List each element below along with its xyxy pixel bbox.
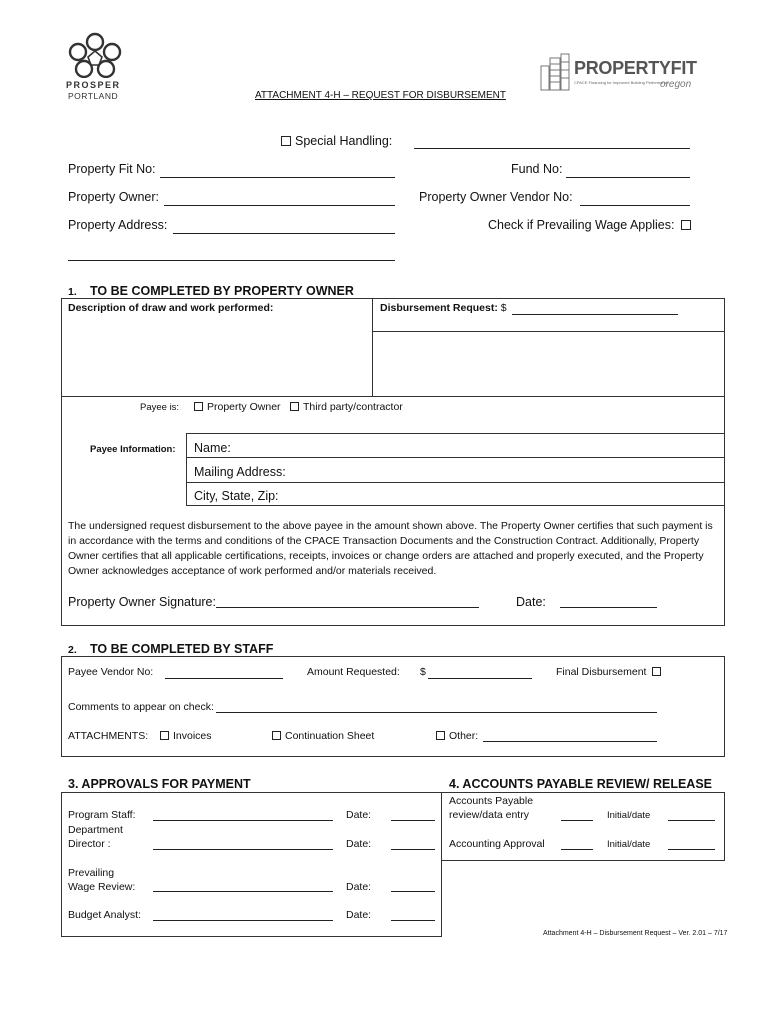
other-label: Other:: [449, 730, 479, 742]
special-handling-checkbox[interactable]: [281, 136, 291, 146]
certification-line-2: in accordance with the terms and conditions of the CPACE Transaction Documents and the Construction Contract. Additionally, Property: [68, 535, 700, 547]
other-line[interactable]: [483, 741, 657, 742]
propertyfit-wordmark: PROPERTYFIT: [574, 58, 697, 78]
disbursement-dollar: $: [500, 302, 507, 314]
special-handling-line[interactable]: [414, 148, 690, 149]
disbursement-request-label: Disbursement Request:: [380, 302, 498, 314]
program-staff-label: Program Staff:: [68, 809, 136, 821]
invoices-option[interactable]: [160, 730, 212, 742]
owner-vendor-no-line[interactable]: [580, 205, 690, 206]
property-fit-no-label: Property Fit No:: [68, 162, 156, 176]
budget-analyst-date-label: Date:: [346, 909, 372, 921]
budget-analyst-line[interactable]: [153, 920, 333, 921]
payee-info-row1: [186, 457, 725, 458]
certification-line-4: Owner acknowledges acceptance of work performed and/or materials received.: [68, 565, 437, 577]
disbursement-amount-line[interactable]: [512, 314, 678, 315]
accounts-payable-label: Accounts Payable: [449, 795, 534, 807]
payee-name-field[interactable]: Name:: [194, 441, 231, 455]
wage-review-label: Wage Review:: [68, 881, 136, 893]
continuation-checkbox[interactable]: [272, 731, 281, 740]
payee-information-label: Payee Information:: [90, 444, 176, 455]
prevailing-wage-checkbox[interactable]: [681, 220, 691, 230]
footer-version: Attachment 4-H – Disbursement Request – Ver. 2.01 – 7/17: [543, 930, 728, 937]
other-checkbox[interactable]: [436, 731, 445, 740]
portland-logo-text: PORTLAND: [68, 91, 119, 101]
amount-requested-line[interactable]: [428, 678, 532, 679]
final-disbursement-field: [556, 666, 665, 678]
prevailing-wage-field: [488, 218, 695, 232]
payee-third-label: Third party/contractor: [303, 401, 403, 413]
budget-analyst-date-line[interactable]: [391, 920, 435, 921]
program-staff-line[interactable]: [153, 820, 333, 821]
owner-vendor-no-label: Property Owner Vendor No:: [419, 190, 573, 204]
fund-no-line[interactable]: [566, 177, 690, 178]
fund-no-label: Fund No:: [511, 162, 563, 176]
approval-initial-date-line[interactable]: [668, 849, 715, 850]
payee-info-row2: [186, 482, 725, 483]
payee-owner-label: Property Owner: [207, 401, 281, 413]
owner-signature-line[interactable]: [216, 607, 479, 608]
section2-heading: [68, 642, 273, 656]
page-title: ATTACHMENT 4-H – REQUEST FOR DISBURSEMENT: [255, 90, 506, 101]
invoices-label: Invoices: [173, 730, 212, 742]
comments-line[interactable]: [216, 712, 657, 713]
attachments-label: ATTACHMENTS:: [68, 730, 149, 742]
owner-date-line[interactable]: [560, 607, 657, 608]
propertyfit-oregon: oregon: [660, 79, 692, 90]
wage-review-date-label: Date:: [346, 881, 372, 893]
payee-mailing-field[interactable]: Mailing Address:: [194, 465, 286, 479]
prosper-portland-logo: [64, 32, 126, 104]
property-address-line[interactable]: [173, 233, 395, 234]
continuation-option[interactable]: [272, 730, 374, 742]
other-option[interactable]: [436, 730, 478, 742]
propertyfit-tagline: CPACE Financing for Improved Building Performance: [574, 80, 669, 85]
section3-heading: 3. APPROVALS FOR PAYMENT: [68, 777, 251, 791]
approval-initial-date-label: Initial/date: [607, 839, 651, 850]
building-icon: [538, 52, 574, 92]
invoices-checkbox[interactable]: [160, 731, 169, 740]
payee-owner-option[interactable]: [194, 401, 281, 413]
prosper-logo-text: PROSPER: [66, 80, 121, 90]
property-fit-no-line[interactable]: [160, 177, 395, 178]
final-disbursement-checkbox[interactable]: [652, 667, 661, 676]
review-initial-date-label: Initial/date: [607, 810, 651, 821]
payee-is-label: Payee is:: [140, 402, 180, 413]
director-label: Director :: [68, 838, 111, 850]
wage-review-date-line[interactable]: [391, 891, 435, 892]
continuation-label: Continuation Sheet: [285, 730, 375, 742]
wage-review-line[interactable]: [153, 891, 333, 892]
payee-owner-checkbox[interactable]: [194, 402, 203, 411]
section2-number: 2.: [68, 644, 77, 656]
certification-line-3: Owner certifies that all applicable certifications, receipts, invoices or change orders are attached and properly executed, and the Property: [68, 550, 704, 562]
department-label: Department: [68, 824, 123, 836]
payee-city-field[interactable]: City, State, Zip:: [194, 489, 279, 503]
review-entry-line[interactable]: [561, 820, 593, 821]
description-area[interactable]: [64, 318, 369, 394]
property-address-line-2[interactable]: [68, 260, 395, 261]
review-entry-label: review/data entry: [449, 809, 529, 821]
amount-dollar: $: [420, 666, 426, 678]
owner-date-label: Date:: [516, 595, 546, 609]
program-staff-date-line[interactable]: [391, 820, 435, 821]
program-staff-date-label: Date:: [346, 809, 372, 821]
description-label: Description of draw and work performed:: [68, 302, 274, 314]
prevailing-wage-label: Check if Prevailing Wage Applies:: [488, 218, 675, 232]
prevailing-label: Prevailing: [68, 867, 115, 879]
description-row-bottom: [61, 396, 725, 397]
section1-number: 1.: [68, 286, 77, 298]
review-initial-date-line[interactable]: [668, 820, 715, 821]
property-owner-label: Property Owner:: [68, 190, 160, 204]
disbursement-request-field: [380, 302, 507, 314]
section2-title: TO BE COMPLETED BY STAFF: [90, 642, 274, 656]
amount-requested-label: Amount Requested:: [307, 666, 400, 678]
special-handling-label: Special Handling:: [295, 134, 393, 148]
comments-label: Comments to appear on check:: [68, 701, 214, 713]
accounting-approval-label: Accounting Approval: [449, 838, 545, 850]
special-handling-field: [281, 134, 392, 148]
payee-third-checkbox[interactable]: [290, 402, 299, 411]
owner-signature-label: Property Owner Signature:: [68, 595, 216, 609]
final-disbursement-label: Final Disbursement: [556, 666, 647, 678]
payee-vendor-no-label: Payee Vendor No:: [68, 666, 154, 678]
accounting-approval-line[interactable]: [561, 849, 593, 850]
director-line[interactable]: [153, 849, 333, 850]
prosper-flower-icon: [64, 32, 126, 78]
certification-line-1: The undersigned request disbursement to the above payee in the amount shown above. The Property Owner certifies that such payment is: [68, 520, 713, 532]
section1-title: TO BE COMPLETED BY PROPERTY OWNER: [90, 284, 354, 298]
propertyfit-logo: [538, 52, 708, 96]
section4-heading: 4. ACCOUNTS PAYABLE REVIEW/ RELEASE: [449, 777, 713, 791]
budget-analyst-label: Budget Analyst:: [68, 909, 141, 921]
disbursement-row-bottom: [372, 331, 725, 332]
section1-heading: [68, 284, 354, 298]
property-address-label: Property Address:: [68, 218, 168, 232]
property-owner-line[interactable]: [164, 205, 395, 206]
payee-third-option[interactable]: [290, 401, 403, 413]
section1-divider: [372, 298, 373, 396]
certification-text: [68, 519, 713, 579]
director-date-line[interactable]: [391, 849, 435, 850]
payee-vendor-no-line[interactable]: [165, 678, 283, 679]
director-date-label: Date:: [346, 838, 372, 850]
